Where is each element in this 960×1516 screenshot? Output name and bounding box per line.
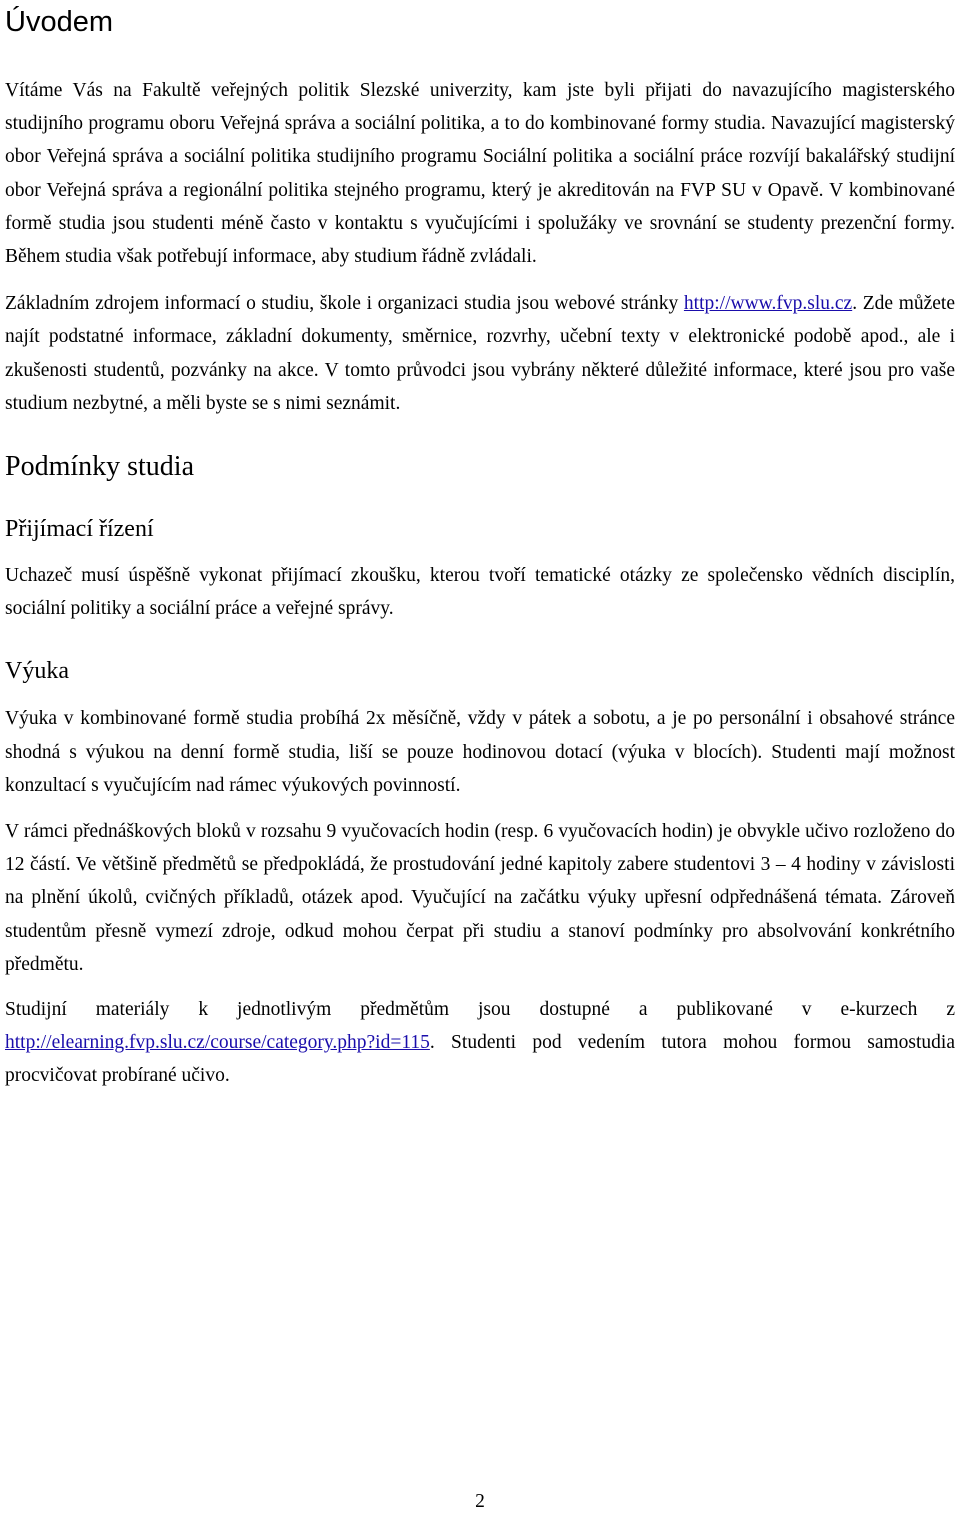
fvp-website-link[interactable]: http://www.fvp.slu.cz [683, 293, 853, 315]
admission-paragraph: Uchazeč musí úspěšně vykonat přijímací zkoušku, kterou tvoří tematické otázky ze společensko vědních disciplín, sociální politiky a sociální práce a veřejné správy. [5, 565, 955, 620]
teaching-paragraph-3-text-before: Studijní materiály k jednotlivým předmětům jsou dostupné a publikované v e-kurzech z [5, 999, 955, 1021]
teaching-paragraph-3-text-after: . Studenti pod vedením tutora mohou formou samostudia procvičovat probírané učivo. [5, 1032, 955, 1087]
intro-heading: Úvodem [5, 6, 113, 38]
teaching-paragraph-2: V rámci přednáškových bloků v rozsahu 9 vyučovacích hodin (resp. 6 vyučovacích hodin) je obvykle učivo rozloženo do 12 částí. Ve většině předmětů se předpokládá, že prostudování jedné kapitoly zabere studentovi 3 – 4 hodiny v závislosti na plnění úkolů, cvičných příkladů, otázek apod. Vyučující na začátku výuky upřesní odpřednášená témata. Zároveň studentům přesně vymezí zdroje, odkud mohou čerpat při studiu a stanoví podmínky pro absolvování konkrétního předmětu. [5, 821, 955, 975]
teaching-heading: Výuka [5, 658, 69, 685]
page-number: 2 [475, 1491, 485, 1512]
teaching-paragraph-3 [5, 993, 955, 1093]
teaching-paragraph-1: Výuka v kombinované formě studia probíhá 2x měsíčně, vždy v pátek a sobotu, a je po personální i obsahové stránce shodná s výukou na denní formě studia, liší se pouze hodinovou dotací (výuka v blocích). Studenti mají možnost konzultací s vyučujícím nad rámec výukových povinností. [5, 708, 955, 796]
elearning-link[interactable]: http://elearning.fvp.slu.cz/course/category.php?id=115 [5, 1032, 430, 1054]
intro-paragraph-2-text-before: Základním zdrojem informací o studiu, škole i organizaci studia jsou webové stránky [5, 293, 684, 315]
intro-paragraph-2-text-after: . Zde můžete najít podstatné informace, základní dokumenty, směrnice, rozvrhy, učební texty v elektronické podobě apod., ale i zkušenosti studentů, pozvánky na akce. V tomto průvodci jsou vybrány některé důležité informace, které jsou pro vaše studium nezbytné, a měli byste se s nimi seznámit. [5, 293, 955, 414]
conditions-heading: Podmínky studia [5, 451, 195, 483]
document-page [5, 0, 955, 1093]
admission-heading: Přijímací řízení [5, 516, 154, 543]
intro-paragraph-1: Vítáme Vás na Fakultě veřejných politik Slezské univerzity, kam jste byli přijati do navazujícího magisterského studijního programu oboru Veřejná správa a sociální politika, a to do kombinované formy studia. Navazující magisterský obor Veřejná správa a sociální politika studijního programu Sociální politika a sociální práce rozvíjí bakalářský studijní obor Veřejná správa a regionální politika stejného programu, který je akreditován na FVP SU v Opavě. V kombinované formě studia jsou studenti méně často v kontaktu s vyučujícími i spolužáky ve srovnání se studenty prezenční formy. Během studia však potřebují informace, aby studium řádně zvládali. [5, 80, 955, 268]
intro-paragraph-2 [5, 287, 955, 420]
